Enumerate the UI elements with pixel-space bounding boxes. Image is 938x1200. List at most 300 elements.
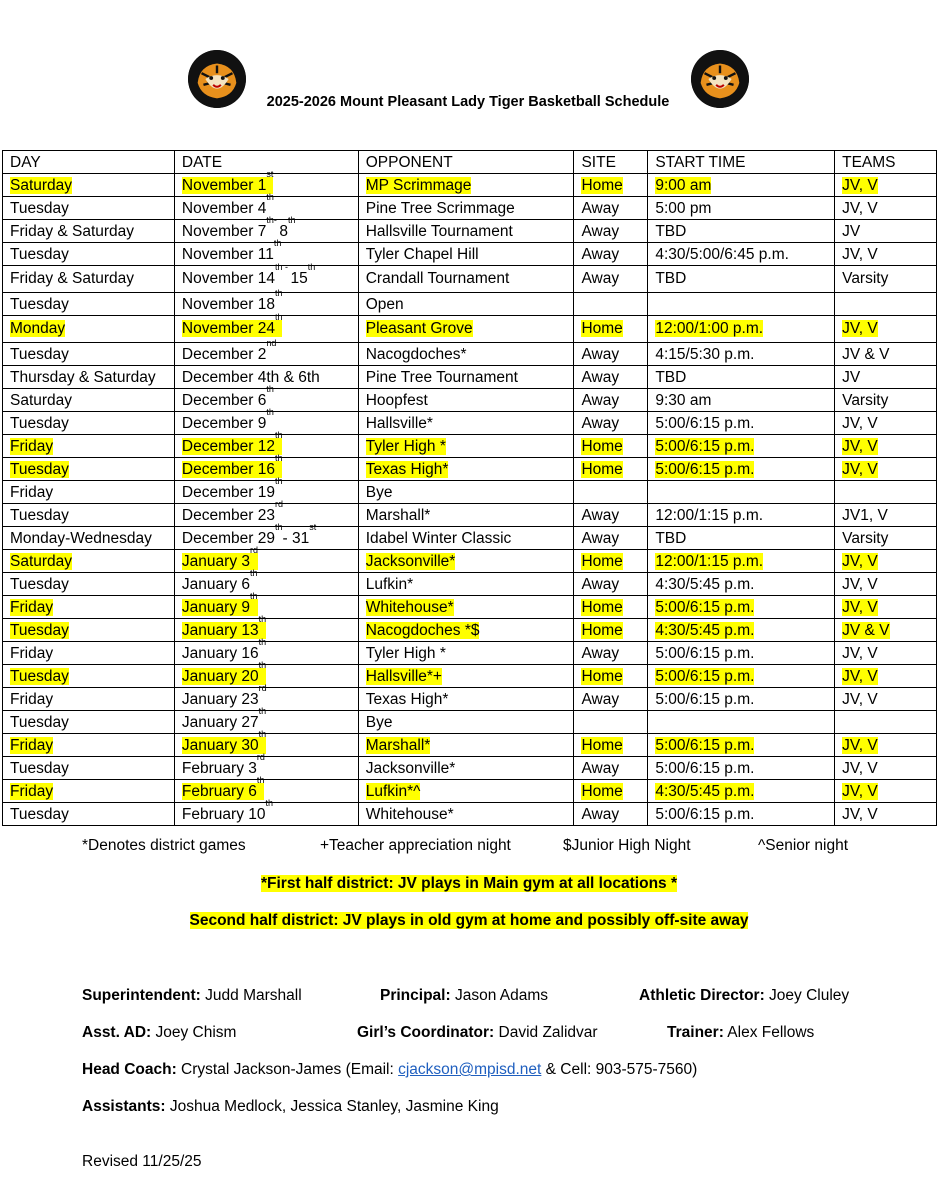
date-ordinal-suffix: th - xyxy=(274,262,291,272)
start-time-cell-text: 5:00/6:15 p.m. xyxy=(655,806,755,823)
date-cell-text xyxy=(181,407,274,432)
date-cell xyxy=(174,499,358,527)
start-time-cell-text: 12:00/1:15 p.m. xyxy=(655,553,764,570)
date-text: January 6 xyxy=(181,576,250,593)
opponent-cell-text: Pleasant Grove xyxy=(365,320,473,337)
date-cell-text xyxy=(181,262,316,287)
day-cell-text: Friday xyxy=(10,691,54,708)
start-time-cell-text: 12:00/1:15 p.m. xyxy=(655,507,764,524)
opponent-cell-text: Nacogdoches *$ xyxy=(365,622,480,639)
opponent-cell xyxy=(358,435,574,458)
teams-cell-text: JV xyxy=(842,223,861,240)
date-ordinal-suffix: th xyxy=(258,637,267,647)
start-time-cell-text: 5:00/6:15 p.m. xyxy=(655,645,755,662)
date-cell xyxy=(174,238,358,266)
teams-cell-text: JV, V xyxy=(842,246,878,263)
opponent-cell xyxy=(358,243,574,266)
start-time-cell-text: TBD xyxy=(655,369,687,386)
date-ordinal-suffix: th xyxy=(274,312,283,322)
start-time-cell-text: 5:00/6:15 p.m. xyxy=(655,691,755,708)
day-cell xyxy=(3,343,175,366)
opponent-cell-text: MP Scrimmage xyxy=(365,177,472,194)
date-cell xyxy=(174,338,358,366)
assistants-label: Assistants: xyxy=(82,1098,166,1115)
teams-cell xyxy=(835,688,937,711)
staff-principal xyxy=(380,987,548,1005)
column-header-day: DAY xyxy=(3,151,175,174)
date-ordinal-suffix: th xyxy=(258,660,267,670)
table-row xyxy=(3,366,937,389)
site-cell-text: Home xyxy=(581,783,623,800)
day-cell-text: Friday xyxy=(10,484,54,501)
opponent-cell xyxy=(358,266,574,293)
teams-cell-text: JV, V xyxy=(842,783,878,800)
date-cell-text xyxy=(181,312,283,337)
start-time-cell-text: 5:00/6:15 p.m. xyxy=(655,668,755,685)
date-cell xyxy=(174,430,358,458)
teams-cell xyxy=(835,481,937,504)
page-title-text: 2025-2026 Mount Pleasant Lady Tiger Basketball Schedule xyxy=(266,94,670,110)
day-cell-text: Friday xyxy=(10,783,54,800)
opponent-cell xyxy=(358,366,574,389)
date-text: December 6 xyxy=(181,392,267,409)
site-cell-text: Home xyxy=(581,461,623,478)
day-cell xyxy=(3,642,175,665)
start-time-cell xyxy=(648,220,835,243)
opponent-cell-text: Crandall Tournament xyxy=(365,270,510,287)
teams-cell xyxy=(835,197,937,220)
staff-head-coach xyxy=(82,1061,697,1079)
opponent-cell xyxy=(358,174,574,197)
teams-cell xyxy=(835,711,937,734)
table-row xyxy=(3,316,937,343)
day-cell xyxy=(3,711,175,734)
site-cell-text: Away xyxy=(581,392,620,409)
day-cell xyxy=(3,435,175,458)
date-cell-text xyxy=(181,683,267,708)
staff-trainer xyxy=(667,1024,814,1042)
teams-cell-text: Varsity xyxy=(842,270,889,287)
start-time-cell-text: 4:30/5:00/6:45 p.m. xyxy=(655,246,789,263)
site-cell xyxy=(574,220,648,243)
day-cell-text: Friday xyxy=(10,438,54,455)
day-cell xyxy=(3,573,175,596)
table-row xyxy=(3,504,937,527)
day-cell xyxy=(3,293,175,316)
date-cell xyxy=(174,453,358,481)
opponent-cell-text: Bye xyxy=(365,484,393,501)
opponent-cell-text: Hallsville*+ xyxy=(365,668,442,685)
date-cell-text xyxy=(181,430,283,455)
teams-cell xyxy=(835,220,937,243)
date-ordinal-suffix: th xyxy=(266,192,274,202)
opponent-cell-text: Marshall* xyxy=(365,737,431,754)
date-ordinal-suffix: th xyxy=(265,798,274,808)
site-cell-text: Away xyxy=(581,223,620,240)
page-title xyxy=(0,94,938,110)
opponent-cell-text: Texas High* xyxy=(365,461,449,478)
site-cell-text: Home xyxy=(581,438,623,455)
opponent-cell xyxy=(358,316,574,343)
start-time-cell-text: 4:30/5:45 p.m. xyxy=(655,576,755,593)
date-text: January 27 xyxy=(181,714,259,731)
opponent-cell xyxy=(358,711,574,734)
start-time-cell xyxy=(648,688,835,711)
start-time-cell xyxy=(648,316,835,343)
date-text: November 24 xyxy=(181,320,275,337)
day-cell-text: Friday xyxy=(10,737,54,754)
site-cell xyxy=(574,481,648,504)
table-header-row xyxy=(3,151,937,174)
day-cell-text: Tuesday xyxy=(10,806,69,823)
date-cell-text xyxy=(181,288,283,313)
opponent-cell xyxy=(358,780,574,803)
day-cell-text: Tuesday xyxy=(10,415,69,432)
date-ordinal-suffix: rd xyxy=(274,499,283,509)
opponent-cell xyxy=(358,220,574,243)
date-text: November 14 xyxy=(181,270,275,287)
asst-ad-name: Joey Chism xyxy=(151,1024,237,1041)
table-row xyxy=(3,596,937,619)
start-time-cell-text: 5:00/6:15 p.m. xyxy=(655,415,755,432)
date-cell-text xyxy=(181,591,258,616)
start-time-cell xyxy=(648,734,835,757)
date-text: January 16 xyxy=(181,645,259,662)
table-row xyxy=(3,665,937,688)
date-cell-text xyxy=(181,752,265,777)
opponent-cell-text: Pine Tree Scrimmage xyxy=(365,200,515,217)
date-ordinal-suffix: st xyxy=(309,522,317,532)
start-time-cell xyxy=(648,458,835,481)
day-cell-text: Saturday xyxy=(10,553,73,570)
note-first-half-text: *First half district: JV plays in Main gym at all locations * xyxy=(260,875,678,892)
date-text: November 1 xyxy=(181,177,267,194)
assistants-names: Joshua Medlock, Jessica Stanley, Jasmine King xyxy=(165,1098,499,1115)
opponent-cell-text: Hallsville* xyxy=(365,415,433,432)
head-coach-cell: & Cell: 903-575-7560) xyxy=(541,1061,698,1078)
date-text: November 11 xyxy=(181,246,274,263)
site-cell-text: Away xyxy=(581,645,620,662)
staff-athletic-director xyxy=(639,987,849,1005)
opponent-cell-text: Tyler High * xyxy=(365,438,446,455)
date-cell-text xyxy=(181,453,283,478)
date-cell xyxy=(174,614,358,642)
site-cell xyxy=(574,293,648,316)
table-row xyxy=(3,734,937,757)
day-cell-text: Tuesday xyxy=(10,714,69,731)
revised-date: Revised 11/25/25 xyxy=(82,1153,202,1170)
teams-cell-text: JV1, V xyxy=(842,507,888,524)
date-cell xyxy=(174,215,358,243)
start-time-cell-text: TBD xyxy=(655,530,687,547)
start-time-cell-text: TBD xyxy=(655,270,687,287)
site-cell-text: Home xyxy=(581,553,623,570)
date-ordinal-suffix: th xyxy=(250,591,258,601)
opponent-cell-text: Jacksonville* xyxy=(365,760,456,777)
date-cell xyxy=(174,262,358,293)
site-cell xyxy=(574,780,648,803)
date-ordinal-suffix: th xyxy=(307,262,316,272)
start-time-cell xyxy=(648,481,835,504)
date-ordinal-suffix: rd xyxy=(256,752,265,762)
site-cell xyxy=(574,711,648,734)
date-cell xyxy=(174,683,358,711)
opponent-cell xyxy=(358,481,574,504)
head-coach-email-link[interactable]: cjackson@mpisd.net xyxy=(398,1061,542,1078)
date-end-text: 8 xyxy=(279,223,288,240)
opponent-cell xyxy=(358,803,574,826)
day-cell xyxy=(3,596,175,619)
site-cell xyxy=(574,619,648,642)
date-text: December 4th & 6th xyxy=(181,369,320,386)
day-cell xyxy=(3,665,175,688)
date-cell xyxy=(174,407,358,435)
teams-cell-text: JV & V xyxy=(842,346,890,363)
site-cell xyxy=(574,343,648,366)
teams-cell xyxy=(835,550,937,573)
site-cell-text: Home xyxy=(581,737,623,754)
start-time-cell-text: 9:30 am xyxy=(655,392,712,409)
day-cell-text: Tuesday xyxy=(10,622,69,639)
opponent-cell-text: Pine Tree Tournament xyxy=(365,369,518,386)
principal-label: Principal: xyxy=(380,987,451,1004)
site-cell-text: Away xyxy=(581,806,620,823)
start-time-cell-text: 4:30/5:45 p.m. xyxy=(655,783,755,800)
opponent-cell xyxy=(358,527,574,550)
teams-cell-text: JV, V xyxy=(842,200,878,217)
opponent-cell xyxy=(358,734,574,757)
opponent-cell xyxy=(358,688,574,711)
day-cell-text: Tuesday xyxy=(10,461,69,478)
site-cell-text: Away xyxy=(581,760,620,777)
opponent-cell xyxy=(358,573,574,596)
day-cell xyxy=(3,550,175,573)
opponent-cell xyxy=(358,642,574,665)
start-time-cell-text: 5:00/6:15 p.m. xyxy=(655,599,755,616)
table-row xyxy=(3,803,937,826)
date-ordinal-suffix: th xyxy=(274,453,283,463)
opponent-cell-text: Texas High* xyxy=(365,691,449,708)
teams-cell xyxy=(835,734,937,757)
teams-cell-text: JV, V xyxy=(842,691,878,708)
day-cell xyxy=(3,197,175,220)
day-cell xyxy=(3,220,175,243)
table-row xyxy=(3,780,937,803)
opponent-cell-text: Marshall* xyxy=(365,507,431,524)
opponent-cell xyxy=(358,665,574,688)
day-cell xyxy=(3,619,175,642)
site-cell xyxy=(574,458,648,481)
teams-cell-text: JV, V xyxy=(842,553,878,570)
site-cell-text: Away xyxy=(581,346,620,363)
date-text: January 20 xyxy=(181,668,259,685)
legend-teacher: +Teacher appreciation night xyxy=(320,837,511,854)
teams-cell xyxy=(835,803,937,826)
day-cell-text: Tuesday xyxy=(10,200,69,217)
start-time-cell xyxy=(648,293,835,316)
table-row xyxy=(3,174,937,197)
date-cell-text xyxy=(181,729,267,754)
day-cell-text: Friday & Saturday xyxy=(10,270,135,287)
day-cell-text: Tuesday xyxy=(10,507,69,524)
date-text: February 10 xyxy=(181,806,266,823)
opponent-cell-text: Idabel Winter Classic xyxy=(365,530,512,547)
day-cell-text: Monday xyxy=(10,320,66,337)
schedule-table xyxy=(2,150,937,826)
teams-cell xyxy=(835,527,937,550)
date-end-text: 15 xyxy=(290,270,308,287)
teams-cell xyxy=(835,458,937,481)
teams-cell-text: JV, V xyxy=(842,320,878,337)
girls-coordinator-label: Girl’s Coordinator: xyxy=(357,1024,495,1041)
opponent-cell-text: Tyler Chapel Hill xyxy=(365,246,479,263)
table-row xyxy=(3,527,937,550)
date-ordinal-suffix: th xyxy=(266,407,274,417)
start-time-cell-text: 5:00/6:15 p.m. xyxy=(655,438,755,455)
day-cell xyxy=(3,412,175,435)
opponent-cell-text: Lufkin* xyxy=(365,576,414,593)
site-cell xyxy=(574,734,648,757)
day-cell xyxy=(3,688,175,711)
day-cell xyxy=(3,504,175,527)
day-cell-text: Tuesday xyxy=(10,296,69,313)
date-cell xyxy=(174,729,358,757)
site-cell xyxy=(574,197,648,220)
date-cell xyxy=(174,591,358,619)
date-text: December 2 xyxy=(181,346,267,363)
teams-cell xyxy=(835,596,937,619)
date-ordinal-suffix: th xyxy=(250,568,258,578)
start-time-cell xyxy=(648,757,835,780)
date-ordinal-suffix: th xyxy=(274,476,283,486)
site-cell xyxy=(574,527,648,550)
start-time-cell xyxy=(648,642,835,665)
start-time-cell xyxy=(648,266,835,293)
head-coach-label: Head Coach: xyxy=(82,1061,177,1078)
teams-cell xyxy=(835,243,937,266)
date-cell-text xyxy=(181,798,274,823)
opponent-cell xyxy=(358,619,574,642)
day-cell-text: Tuesday xyxy=(10,246,69,263)
opponent-cell xyxy=(358,596,574,619)
table-row xyxy=(3,458,937,481)
date-ordinal-suffix: th xyxy=(266,384,274,394)
site-cell-text: Away xyxy=(581,246,620,263)
teams-cell-text: JV, V xyxy=(842,599,878,616)
teams-cell xyxy=(835,293,937,316)
opponent-cell-text: Nacogdoches* xyxy=(365,346,467,363)
teams-cell-text: Varsity xyxy=(842,392,889,409)
date-ordinal-suffix: th xyxy=(274,522,283,532)
teams-cell xyxy=(835,504,937,527)
date-ordinal-suffix: th xyxy=(274,288,283,298)
teams-cell-text: JV, V xyxy=(842,461,878,478)
site-cell-text: Away xyxy=(581,415,620,432)
girls-coordinator-name: David Zalidvar xyxy=(494,1024,598,1041)
column-header-opponent: OPPONENT xyxy=(358,151,574,174)
site-cell xyxy=(574,389,648,412)
site-cell xyxy=(574,412,648,435)
date-text: December 9 xyxy=(181,415,267,432)
opponent-cell xyxy=(358,458,574,481)
table-row xyxy=(3,619,937,642)
column-header-site: SITE xyxy=(574,151,648,174)
site-cell xyxy=(574,366,648,389)
opponent-cell xyxy=(358,343,574,366)
site-cell xyxy=(574,642,648,665)
day-cell-text: Tuesday xyxy=(10,346,69,363)
day-cell-text: Monday-Wednesday xyxy=(10,530,152,547)
column-header-start-time: START TIME xyxy=(648,151,835,174)
staff-assistants xyxy=(82,1098,499,1116)
trainer-label: Trainer: xyxy=(667,1024,724,1041)
day-cell xyxy=(3,734,175,757)
date-cell-text xyxy=(181,238,282,263)
column-header-teams: TEAMS xyxy=(835,151,937,174)
date-ordinal-suffix: st xyxy=(266,169,274,179)
date-cell-text xyxy=(181,192,274,217)
teams-cell-text: JV, V xyxy=(842,806,878,823)
date-ordinal-suffix: nd xyxy=(266,338,277,348)
start-time-cell xyxy=(648,197,835,220)
note-second-half-text: Second half district: JV plays in old gym at home and possibly off-site away xyxy=(189,912,749,929)
table-row xyxy=(3,389,937,412)
table-row xyxy=(3,266,937,293)
date-cell-text xyxy=(181,706,267,731)
day-cell-text: Saturday xyxy=(10,392,73,409)
teams-cell xyxy=(835,266,937,293)
legend-district: *Denotes district games xyxy=(82,837,246,854)
opponent-cell xyxy=(358,757,574,780)
site-cell-text: Home xyxy=(581,177,623,194)
teams-cell-text: JV, V xyxy=(842,415,878,432)
opponent-cell xyxy=(358,293,574,316)
day-cell xyxy=(3,266,175,293)
staff-asst-ad xyxy=(82,1024,236,1042)
day-cell-text: Friday xyxy=(10,645,54,662)
teams-cell xyxy=(835,780,937,803)
site-cell-text: Away xyxy=(581,270,620,287)
date-cell-text xyxy=(182,369,320,386)
table-row xyxy=(3,343,937,366)
site-cell xyxy=(574,243,648,266)
date-cell xyxy=(174,798,358,826)
asst-ad-label: Asst. AD: xyxy=(82,1024,152,1041)
date-text: November 4 xyxy=(181,200,267,217)
date-text: December 16 xyxy=(181,461,275,478)
date-cell xyxy=(174,568,358,596)
site-cell-text: Home xyxy=(581,599,623,616)
column-header-date: DATE xyxy=(174,151,358,174)
start-time-cell-text: 5:00 pm xyxy=(655,200,712,217)
date-cell-text xyxy=(181,476,283,501)
date-text: January 30 xyxy=(181,737,259,754)
day-cell-text: Thursday & Saturday xyxy=(10,369,156,386)
site-cell-text: Away xyxy=(581,691,620,708)
date-cell-text xyxy=(181,499,283,524)
date-cell-text xyxy=(181,637,267,662)
day-cell xyxy=(3,366,175,389)
date-cell-text xyxy=(181,169,274,194)
start-time-cell xyxy=(648,366,835,389)
superintendent-name: Judd Marshall xyxy=(200,987,302,1004)
start-time-cell xyxy=(648,389,835,412)
day-cell xyxy=(3,389,175,412)
date-text: December 12 xyxy=(181,438,275,455)
site-cell-text: Away xyxy=(581,530,620,547)
date-text: December 29 xyxy=(181,530,275,547)
teams-cell-text: JV, V xyxy=(842,177,878,194)
